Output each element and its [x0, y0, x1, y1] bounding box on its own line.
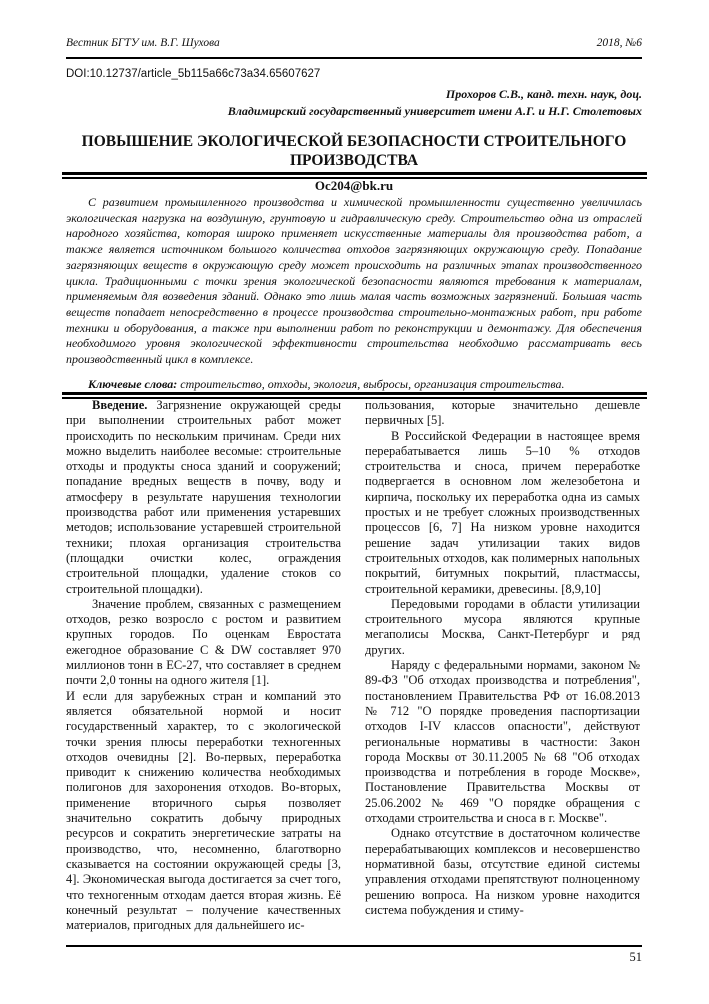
paragraph: Наряду с федеральными нормами, законом № 89-ФЗ "Об отходах производства и потребления", постановлением Правительства РФ от 16.08.2013 № 712 "О порядке проведения паспортизации отходов I-IV классов опасности", действуют региональные нормативы в частности: Закон города Москвы от 30.11.2005 № 68 "Об отходах производства и потребления в городе Москве», Постановление Правительства Москвы от 25.06.2002 № 469 "О порядке обращения с отходами строительства и сноса в г. Москве".: [365, 658, 640, 826]
paragraph: Однако отсутствие в достаточном количестве перерабатывающих комплексов и несовершенство нормативной базы, отсутствие единой системы управления отходами препятствуют полноценному решению вопроса. На низком уровне находится система побуждения и стиму-: [365, 826, 640, 917]
paragraph: Передовыми городами в области утилизации строительного мусора являются крупные мегаполисы Москва, Санкт-Петербург и ряд других.: [365, 596, 640, 657]
affiliation: Владимирский государственный университет имени А.Г. и Н.Г. Столетовых: [227, 104, 642, 118]
header-rule: [66, 57, 642, 59]
intro-label: Введение.: [92, 398, 148, 412]
author-email: Oc204@bk.ru: [314, 178, 394, 193]
abstract: С развитием промышленного производства и химической промышленности существенно увеличилась экологическая нагрузка на воздушную, грунтовую и гидравлическую среду. Строительство одна из отраслей народного хозяйства, которая широко применяет искусственные материалы для производства работ, а также является источником большого количества отходов загрязняющих окружающую среду. Попадание загрязняющих веществ в окружающую среду может происходить на различных этапах производственного цикла. Традиционными с точки зрения экологической безопасности являются требования к материалам, применяемым для возведения зданий. Однако это лишь малая часть возможных загрязнений. Большая часть веществ попадает непосредственно в процессе производства строительно-монтажных работ, при работе техники и оборудования, а также при выполнении работ по реконструкции и демонтажу. Для обеспечения необходимого уровня экологической эффективности строительства необходимо рассматривать весь производственный цикл в комплексе.: [66, 195, 642, 367]
paragraph: Значение проблем, связанных с размещением отходов, резко возросло с ростом и развитием крупных городов. По оценкам Евростата ежегодное образование C & DW составляет 970 миллионов тонн в ЕС-27, что составляет в среднем почти 2,0 тонны на одного жителя [1].: [66, 596, 341, 688]
page-number: 51: [629, 950, 642, 964]
body-column-left: [66, 398, 341, 933]
body-column-right: [365, 398, 640, 918]
issue-number: 2018, №6: [596, 37, 642, 49]
paragraph: В Российской Федерации в настоящее время перерабатывается лишь 5–10 % отходов строительства и сноса, причем переработке подвергается в основном лом железобетона и кирпича, поскольку их переработка одна из самых простых и не требует сложных производственных процессов [6, 7] На низком уровне находится решение задач утилизации таких видов строительных отходов, как полимерных напольных покрытий, битумных покрытий, пластмассы, строительной керамики, древесины. [8,9,10]: [365, 428, 640, 596]
running-header: [66, 37, 642, 49]
keywords-text: строительство, отходы, экология, выбросы, организация строительства.: [177, 377, 565, 391]
article-title: ПОВЫШЕНИЕ ЭКОЛОГИЧЕСКОЙ БЕЗОПАСНОСТИ СТРОИТЕЛЬНОГО ПРОИЗВОДСТВА: [81, 133, 627, 169]
author: Прохоров С.В., канд. техн. наук, доц.: [445, 87, 642, 101]
paragraph: И если для зарубежных стран и компаний это является обязательной нормой и носит государственный характер, то с экологической точки зрения плюсы переработки техногенных отходов очевидны [2]. Во-первых, переработка приводит к снижению количества необходимых полигонов для захоронения отходов. Во-вторых, применение вторичного сырья позволяет значительно сократить добычу природных ресурсов и сократить энергетические затраты на производство, что, несомненно, благотворно сказывается на состоянии окружающей среды [3, 4]. Экономическая выгода достигается за счет того, что техногенным отходам дается вторая жизнь. Её конечный результат – получение качественных материалов, пригодных для дальнейшего ис-: [66, 688, 341, 933]
footer-rule: [66, 945, 642, 947]
keywords-label: Ключевые слова:: [88, 377, 178, 391]
keywords: [66, 377, 642, 392]
doi: DOI:10.12737/article_5b115a66c73a34.65607627: [66, 68, 321, 80]
paragraph: пользования, которые значительно дешевле первичных [5].: [365, 398, 640, 428]
paragraph: Введение. Загрязнение окружающей среды при выполнении строительных работ может происходить по нескольким причинам. Среди них можно выделить наиболее весомые: строительные отходы и продукты сноса зданий и сооружений; попадание вредных веществ в почву, воду и атмосферу в результате нарушения технологии производства работ или применения устаревших методов; использование устаревшей строительной техники; плохая организация строительства (площадки очистки колес, ограждения строительной площадки, удаление стоков со строительной площадки).: [66, 398, 341, 596]
journal-name: Вестник БГТУ им. В.Г. Шухова: [66, 37, 220, 49]
